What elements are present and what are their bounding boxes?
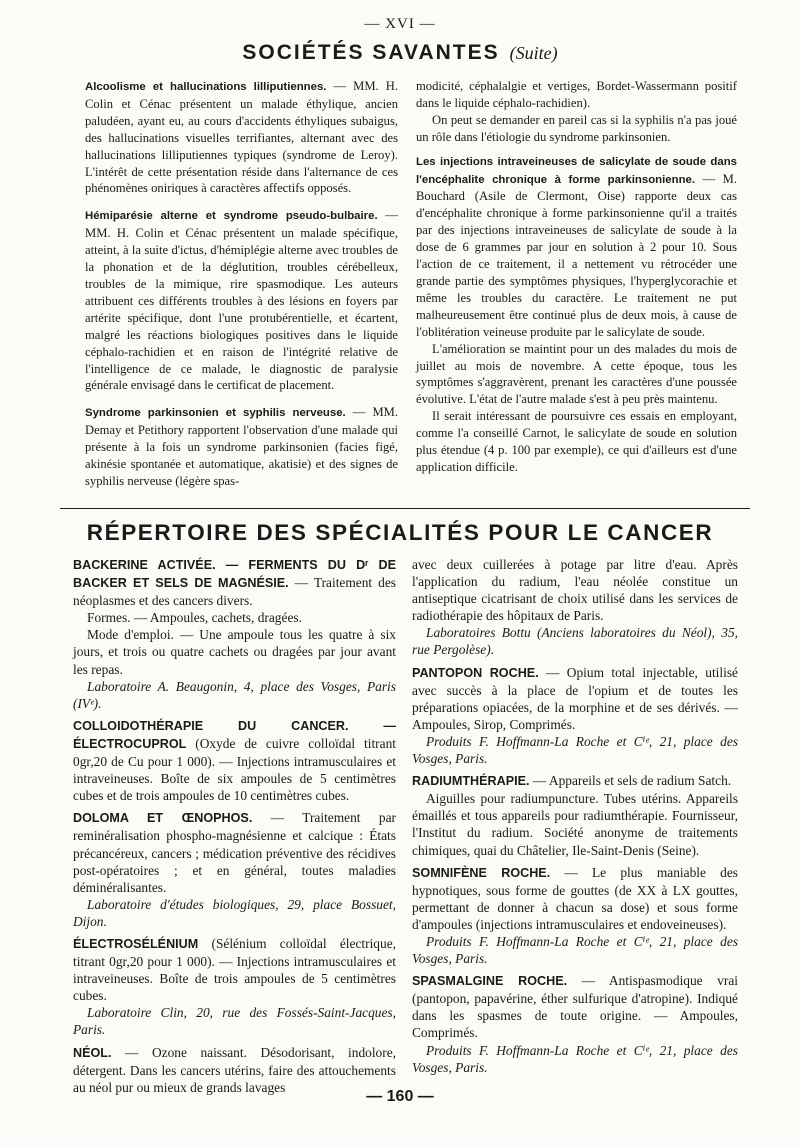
entry-spasmalgine bbox=[412, 972, 738, 1041]
section-title-repertoire: RÉPERTOIRE DES SPÉCIALITÉS POUR LE CANCER bbox=[86, 520, 714, 545]
article-body: — MM. H. Colin et Cénac présentent un malade éthylique, ancien paludéen, ayant eu, au cours d'accidents éthyliques subaigus, des hallucinations visuelles terrifiantes, alternant avec des hallucinations lilliputiennes typiques (syndrome de Leroy). L'intérêt de cette présentation réside dans l'alternance de ces phénomènes oniriques à caractères affectifs opposés. bbox=[85, 79, 398, 196]
entry-address: Produits F. Hoffmann-La Roche et Cⁱᵉ, 21, place des Vosges, Paris. bbox=[412, 733, 738, 767]
article-alcoolisme bbox=[85, 78, 398, 197]
section-divider bbox=[60, 508, 750, 509]
paragraph: L'amélioration se maintint pour un des malades du mois de juillet au mois de novembre. A cette époque, tous les symptômes s'aggravèrent, prenant les caractères d'une poussée évolutive. L'état de l'autre malade s'est à peu près maintenu. bbox=[416, 341, 737, 407]
entry-address: Produits F. Hoffmann-La Roche et Cⁱᵉ, 21, place des Vosges, Paris. bbox=[412, 933, 738, 967]
article-heading: Alcoolisme et hallucinations lilliputiennes. bbox=[85, 81, 327, 93]
entry-heading: PANTOPON ROCHE. bbox=[412, 665, 539, 680]
paragraph: Il serait intéressant de poursuivre ces essais en employant, comme l'a conseillé Carnot, le salicylate de soude en solution plus étendue (4 p. 100 par exemple), ce qui d'ailleurs est d'une application difficile. bbox=[416, 409, 737, 474]
entry-body: — Le plus maniable des hypnotiques, sous forme de gouttes (de XX à LX gouttes, permettant de donner à chacun sa dose) et sous forme d'ampoules (injections intramusculaires et endoveineuses). bbox=[412, 864, 738, 932]
roman-page-label: — XVI — bbox=[364, 16, 436, 32]
lower-left-column bbox=[73, 556, 396, 1096]
article-hemiparesie bbox=[85, 207, 398, 394]
paragraph: Aiguilles pour radiumpuncture. Tubes utérins. Appareils émaillés et tous appareils pour radiumthérapie. Fournisseur, l'Institut du radium. Société anonyme de traitements chimiques, quai du Châtelier, Ile-Saint-Denis (Seine). bbox=[412, 791, 738, 858]
entry-doloma bbox=[73, 809, 396, 895]
entry-address: Laboratoires Bottu (Anciens laboratoires du Néol), 35, rue Pergolèse). bbox=[412, 625, 738, 658]
entry-electrocuprol bbox=[73, 717, 396, 804]
entry-body: — Appareils et sels de radium Satch. bbox=[529, 773, 732, 789]
entry-address: Laboratoire d'études biologiques, 29, place Bossuet, Dijon. bbox=[73, 896, 396, 929]
entry-formes: Formes. — Ampoules, cachets, dragées. bbox=[87, 610, 302, 626]
paragraph: modicité, céphalalgie et vertiges, Bordet-Wassermann positif dans le liquide céphalo-rachidien). bbox=[416, 79, 737, 110]
entry-somnifene bbox=[412, 864, 738, 933]
entry-heading: SOMNIFÈNE ROCHE. bbox=[412, 865, 551, 880]
title-suite: (Suite) bbox=[509, 43, 558, 63]
entry-electroselenium bbox=[73, 935, 396, 1004]
page-number: — 160 — bbox=[366, 1088, 434, 1105]
entry-address: Produits F. Hoffmann-La Roche et Cⁱᵉ, 21, place des Vosges, Paris. bbox=[412, 1042, 738, 1075]
entry-body: — Ozone naissant. Désodorisant, indolore, détergent. Dans les cancers utérins, faire des attouchements au néol pur ou mieux de grands lavages bbox=[73, 1044, 396, 1095]
entry-heading: COLLOIDOTHÉRAPIE DU CANCER. — ÉLECTROCUPROL bbox=[73, 718, 396, 751]
paragraph: avec deux cuillerées à potage par litre d'eau. Après l'application du radium, l'eau néolée constitue un antiseptique cicatrisant de choix utilisé dans les services de radiothérapie des hôpitaux de Paris. bbox=[412, 557, 738, 624]
lower-right-column bbox=[412, 556, 738, 1076]
entry-heading: RADIUMTHÉRAPIE. bbox=[412, 774, 530, 789]
article-salicylate bbox=[416, 153, 737, 341]
entry-body: (Oxyde de cuivre colloïdal titrant 0gr,20 de Cu pour 1 000). — Injections intramusculaires et intraveineuses. Boîte de six ampoules de 5 centimètres cubes et de trois ampoules de 10 centimètres cubes. bbox=[73, 735, 396, 804]
article-heading: Les injections intraveineuses de salicylate de soude dans l'encéphalite chronique à forme parkinsonienne. bbox=[416, 155, 737, 186]
article-body: — M. Bouchard (Asile de Clermont, Oise) rapporte deux cas d'encéphalite chronique à forme parkinsonienne qu'il a traités par des injections intraveineuses de salicylate de soude à la dose de 6 grammes par jour en solution à 2 pour 10. Sous l'action de ce traitement, il a nettement vu rétrocéder une grande partie des symptômes physiques, l'hyperglycorachie et même les troubles du caractère. Le traitement ne put malheureusement être continué plus de deux mois, à cause de l'oblitération veineuse produite par le salicylate de soude. bbox=[416, 171, 737, 339]
article-body: — MM. Demay et Petithory rapportent l'observation d'une malade qui présente à la fois un syndrome parkinsonien (facies figé, akinésie spontanée et automatique, akatisie) et des signes de syphilis nerveuse (légère spas- bbox=[85, 405, 398, 488]
title-main: SOCIÉTÉS SAVANTES bbox=[242, 41, 500, 64]
entry-heading: NÉOL. bbox=[73, 1045, 112, 1060]
entry-pantopon bbox=[412, 664, 738, 733]
entry-heading: ÉLECTROSÉLÉNIUM bbox=[73, 936, 199, 951]
entry-address: Laboratoire Clin, 20, rue des Fossés-Saint-Jacques, Paris. bbox=[73, 1005, 396, 1038]
entry-heading: BACKERINE ACTIVÉE. — FERMENTS DU Dʳ DE BACKER ET SELS DE MAGNÉSIE. bbox=[73, 558, 396, 591]
entry-radiumtherapie bbox=[412, 772, 738, 790]
entry-body: — Traitement des néoplasmes et des cancers divers. bbox=[73, 575, 396, 609]
paragraph: On peut se demander en pareil cas si la syphilis n'a pas joué un rôle dans l'étiologie du syndrome parkinsonien. bbox=[416, 112, 737, 144]
entry-heading: SPASMALGINE ROCHE. bbox=[412, 974, 568, 989]
entry-body: — Traitement par reminéralisation phospho-magnésienne et calcique : États précancéreux, cancers ; médication préventive des récidives post-opératoires ; et en général, toutes maladies déminéralisantes. bbox=[73, 810, 397, 895]
section-title-societes bbox=[0, 41, 800, 65]
article-body: — MM. H. Colin et Cénac présentent un malade spécifique, atteint, à la suite d'ictus, d'hémiplégie alterne avec troubles de la phonation et de la déglutition, troubles cérébelleux, troubles de la mimique, rire spasmodique. Les auteurs attribuent ces différents troubles à des lésions en foyers par artérite spécifique, dont l'une protubérentielle, et écartent, malgré les réactions biologiques positives dans le liquide céphalo-rachidien et en raison de l'intégrité relative de l'intelligence de ce malade, le diagnostic de paralysie générale envisagé dans le certificat de placement. bbox=[85, 208, 398, 393]
entry-mode: Mode d'emploi. — Une ampoule tous les quatre à six jours, et trois ou quatre cachets ou dragées par jour avant les repas. bbox=[73, 627, 396, 677]
entry-body: — Antispasmodique vrai (pantopon, papavérine, éther sulfurique d'atropine). Indiqué dans les spasmes de toute origine. — Ampoules, Comprimés. bbox=[412, 973, 738, 1041]
entry-address: Laboratoire A. Beaugonin, 4, place des Vosges, Paris (IVᵉ). bbox=[73, 678, 396, 711]
entry-body: — Opium total injectable, utilisé avec succès à la place de l'opium et de toutes les préparations opiacées, de la morphine et de ses dérivés. — Ampoules, Sirop, Comprimés. bbox=[412, 664, 738, 732]
entry-body: (Sélénium colloïdal électrique, titrant 0gr,20 pour 1 000). — Injections intramusculaires et intraveineuses. Boîte de trois ampoules de 5 centimètres cubes. bbox=[73, 935, 396, 1004]
upper-right-column bbox=[416, 78, 737, 476]
entry-backerine bbox=[73, 556, 396, 609]
article-heading: Syndrome parkinsonien et syphilis nerveuse. bbox=[85, 407, 346, 420]
article-parkinsonien bbox=[85, 404, 398, 490]
entry-heading: DOLOMA ET ŒNOPHOS. bbox=[73, 811, 253, 826]
upper-left-column bbox=[85, 78, 398, 490]
article-heading: Hémiparésie alterne et syndrome pseudo-bulbaire. bbox=[85, 210, 378, 223]
